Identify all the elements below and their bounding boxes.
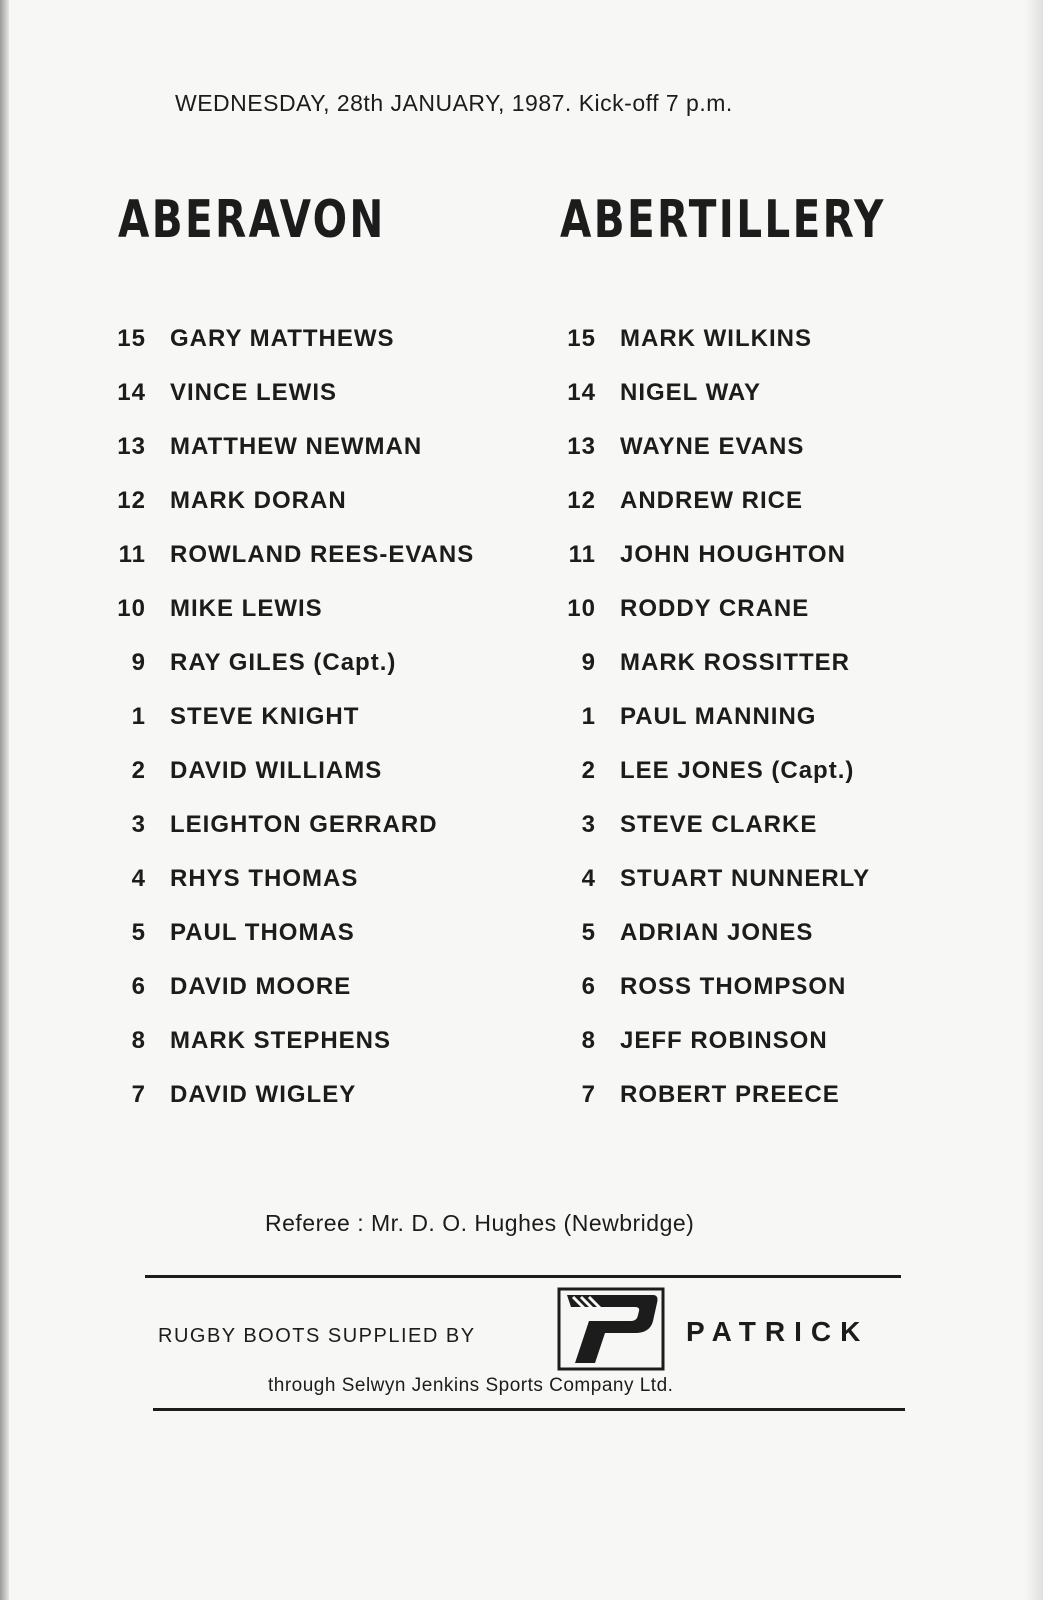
player-name: MARK ROSSITTER <box>620 649 850 676</box>
player-name: PAUL MANNING <box>620 703 817 730</box>
player-number: 2 <box>581 757 596 784</box>
player-name: DAVID MOORE <box>170 973 352 1000</box>
player-row <box>562 312 870 366</box>
player-number: 13 <box>567 433 596 460</box>
player-number: 1 <box>131 703 146 730</box>
player-number: 11 <box>568 541 596 568</box>
player-name: MARK STEPHENS <box>170 1027 392 1054</box>
player-name: MATTHEW NEWMAN <box>170 433 423 460</box>
player-number: 12 <box>567 487 596 514</box>
player-row <box>112 744 474 798</box>
player-number: 7 <box>581 1081 596 1108</box>
player-number: 15 <box>567 325 596 352</box>
player-number: 5 <box>581 919 596 946</box>
player-name: MARK WILKINS <box>620 325 812 352</box>
player-number: 14 <box>117 379 146 406</box>
player-number: 9 <box>581 649 596 676</box>
player-number: 13 <box>117 433 146 460</box>
player-row <box>562 1068 870 1122</box>
player-row <box>562 474 870 528</box>
player-number: 6 <box>581 973 596 1000</box>
player-name: STUART NUNNERLY <box>620 865 871 892</box>
player-name: STEVE CLARKE <box>620 811 818 838</box>
patrick-p-logo-icon <box>557 1287 665 1371</box>
player-row <box>112 1014 474 1068</box>
player-row <box>562 366 870 420</box>
page-binding-edge <box>0 0 9 1600</box>
player-row <box>112 582 474 636</box>
player-row <box>562 636 870 690</box>
player-row <box>562 420 870 474</box>
player-name: NIGEL WAY <box>620 379 762 406</box>
player-number: 3 <box>131 811 146 838</box>
page-right-edge <box>1025 0 1043 1600</box>
player-row <box>112 528 474 582</box>
player-row <box>112 960 474 1014</box>
sponsor-text: RUGBY BOOTS SUPPLIED BY <box>158 1325 476 1347</box>
player-row <box>112 906 474 960</box>
sponsor-rule-bottom <box>153 1408 905 1411</box>
player-row <box>112 366 474 420</box>
player-row <box>112 1068 474 1122</box>
player-number: 5 <box>131 919 146 946</box>
brand-name: PATRICK <box>686 1316 870 1347</box>
player-number: 10 <box>567 595 596 622</box>
player-number: 4 <box>581 865 596 892</box>
player-row <box>112 636 474 690</box>
player-number: 12 <box>117 487 146 514</box>
player-name: LEE JONES (Capt.) <box>620 757 855 784</box>
player-name: ANDREW RICE <box>620 487 803 514</box>
player-row <box>112 474 474 528</box>
player-row <box>112 852 474 906</box>
player-row <box>562 852 870 906</box>
player-number: 4 <box>131 865 146 892</box>
player-row <box>562 744 870 798</box>
player-name: WAYNE EVANS <box>620 433 805 460</box>
referee-line: Referee : Mr. D. O. Hughes (Newbridge) <box>265 1210 695 1236</box>
player-name: PAUL THOMAS <box>170 919 355 946</box>
player-name: RAY GILES (Capt.) <box>170 649 397 676</box>
player-row <box>112 690 474 744</box>
player-row <box>112 420 474 474</box>
player-row <box>562 798 870 852</box>
player-row <box>562 690 870 744</box>
player-name: VINCE LEWIS <box>170 379 338 406</box>
home-team-roster <box>112 312 474 1122</box>
player-number: 9 <box>131 649 146 676</box>
player-name: MIKE LEWIS <box>170 595 323 622</box>
player-name: ROBERT PREECE <box>620 1081 840 1108</box>
player-name: MARK DORAN <box>170 487 347 514</box>
player-name: DAVID WIGLEY <box>170 1081 357 1108</box>
player-number: 8 <box>581 1027 596 1054</box>
player-name: ROSS THOMPSON <box>620 973 847 1000</box>
player-name: GARY MATTHEWS <box>170 325 395 352</box>
player-number: 8 <box>131 1027 146 1054</box>
player-number: 14 <box>567 379 596 406</box>
match-date-line: WEDNESDAY, 28th JANUARY, 1987. Kick-off 7 p.m. <box>175 90 733 116</box>
player-row <box>112 312 474 366</box>
player-row <box>562 528 870 582</box>
supplier-line: through Selwyn Jenkins Sports Company Ltd. <box>268 1375 674 1396</box>
player-name: ROWLAND REES-EVANS <box>170 541 475 568</box>
player-number: 2 <box>131 757 146 784</box>
player-name: JOHN HOUGHTON <box>620 541 846 568</box>
player-row <box>562 960 870 1014</box>
player-number: 1 <box>581 703 596 730</box>
away-team-roster <box>562 312 870 1122</box>
home-team-name: ABERAVON <box>118 190 386 250</box>
player-number: 3 <box>581 811 596 838</box>
player-row <box>112 798 474 852</box>
player-name: ADRIAN JONES <box>620 919 814 946</box>
sponsor-rule-top <box>145 1275 901 1278</box>
player-name: STEVE KNIGHT <box>170 703 360 730</box>
away-team-name: ABERTILLERY <box>560 190 886 250</box>
player-row <box>562 582 870 636</box>
player-name: RODDY CRANE <box>620 595 810 622</box>
player-name: LEIGHTON GERRARD <box>170 811 438 838</box>
player-row <box>562 1014 870 1068</box>
player-row <box>562 906 870 960</box>
player-number: 6 <box>131 973 146 1000</box>
player-name: JEFF ROBINSON <box>620 1027 828 1054</box>
player-number: 15 <box>117 325 146 352</box>
player-name: DAVID WILLIAMS <box>170 757 383 784</box>
player-number: 7 <box>131 1081 146 1108</box>
player-name: RHYS THOMAS <box>170 865 359 892</box>
player-number: 10 <box>117 595 146 622</box>
player-number: 11 <box>118 541 146 568</box>
